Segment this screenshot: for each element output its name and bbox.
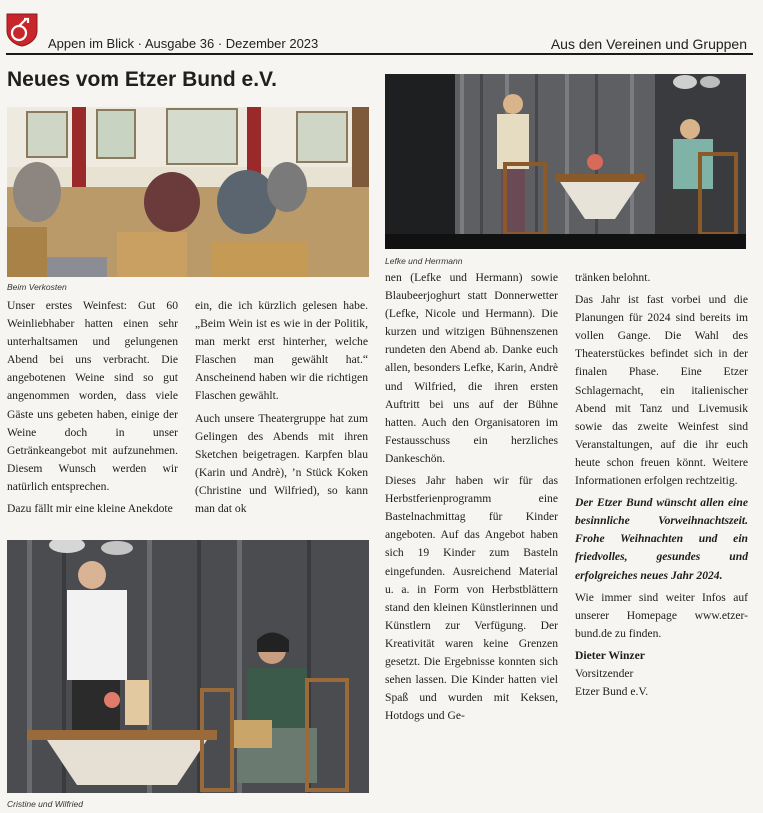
paragraph: Dieses Jahr haben wir für das Herbstferienprogramm eine Bastelnachmittag für Kinder angeboten. Auf das Angebot haben sich 19 Kinder zum Basteln eingefunden. Ausreichend Material u. a. in Form von Herbstblättern stand den kleinen Künstlerinnen und Künstlern zur Verfügung. Der Kreativität waren keine Grenzen gesetzt. Die Ergebnisse konnten sich sehen lassen. Die Kinder hatten viel Spaß und wurden mit Keksen, Hotdogs und Ge- <box>385 474 558 723</box>
photo-wine-tasting <box>7 107 369 277</box>
signature-name: Dieter Winzer <box>575 648 645 662</box>
paragraph: nen (Lefke und Hermann) sowie Blaubeerjoghurt statt Donnerwetter (Lefke, Nicole und Hermann). Die kurzen und witzigen Bühnenszenen rundeten den Abend ab. Danke euch allen, besonders Lefke, Karin, Andrè und Wilfried, die ihren ersten Auftritt bei uns auf der Bühne hatten. Auch den Organisatoren im Festausschuss ein herzliches Dankeschön. <box>385 271 558 465</box>
paragraph: ein, die ich kürzlich gelesen habe. „Beim Wein ist es wie in der Politik, man merkt erst hinterher, welche Flaschen man gewählt hat.“ Anscheinend haben wir die richtigen Flaschen gewählt. <box>195 299 368 403</box>
text-column-1 <box>7 297 178 522</box>
paragraph: Dazu fällt mir eine kleine Anekdote <box>7 502 173 516</box>
signature <box>575 647 748 701</box>
caption-lefke: Lefke und Herrmann <box>385 256 463 266</box>
paragraph: tränken belohnt. <box>575 271 651 284</box>
caption-cristine: Cristine und Wilfried <box>7 799 83 809</box>
paragraph: Auch unsere Theatergruppe hat zum Gelingen des Abends mit ihren Sketchen beigetragen. Karpfen blau (Karin und Andrè), ’n Stück Koken (Christine und Wilfried), so kann man dat ok <box>195 411 368 516</box>
issue-info: Appen im Blick · Ausgabe 36 · Dezember 2023 <box>48 36 319 51</box>
coat-of-arms-icon <box>6 13 38 47</box>
signature-org: Etzer Bund e.V. <box>575 685 649 699</box>
signature-role: Vorsitzender <box>575 666 634 680</box>
paragraph: Wie immer sind weiter Infos auf unserer Homepage www.etzer-bund.de zu finden. <box>575 590 748 640</box>
photo-lefke-herrmann <box>385 74 746 249</box>
holiday-greeting: Der Etzer Bund wünscht allen eine besinnliche Vorweihnachtszeit. Frohe Weihnachten und ein friedvolles, gesundes und erfolgreiches neues Jahr 2024. <box>575 496 748 582</box>
text-column-4 <box>575 269 748 701</box>
section-title: Aus den Vereinen und Gruppen <box>550 36 747 52</box>
caption-verkosten: Beim Verkosten <box>7 282 67 292</box>
text-column-2 <box>195 297 368 522</box>
page-header <box>0 0 763 54</box>
paragraph: Das Jahr ist fast vorbei und die Planungen für 2024 sind bereits im vollen Gange. Die Wahl des Theaterstückes befindet sich in der finalen Phase. Eine Etzer Schlagernacht, ein italienischer Abend mit Tanz und Livemusik sowie das zweite Weinfest sind Veranstaltungen, auf die ihr euch heute schon freuen könnt. Weitere Informationen erfolgen rechtzeitig. <box>575 293 748 488</box>
text-column-3 <box>385 269 558 729</box>
article-title: Neues vom Etzer Bund e.V. <box>7 68 277 91</box>
header-rule <box>6 53 753 55</box>
photo-cristine-wilfried <box>7 540 369 793</box>
paragraph: Unser erstes Weinfest: Gut 60 Weinliebhaber hatten einen sehr unterhaltsamen und gelungenen Abend bei uns verbracht. Die angebotenen Weine sind so gut angenommen worden, dass viele Gäste uns gebeten haben, einige der Weine doch in unser Getränkeangebot mit aufzunehmen. Diesem Wunsch werden wir natürlich entsprechen. <box>7 299 178 493</box>
